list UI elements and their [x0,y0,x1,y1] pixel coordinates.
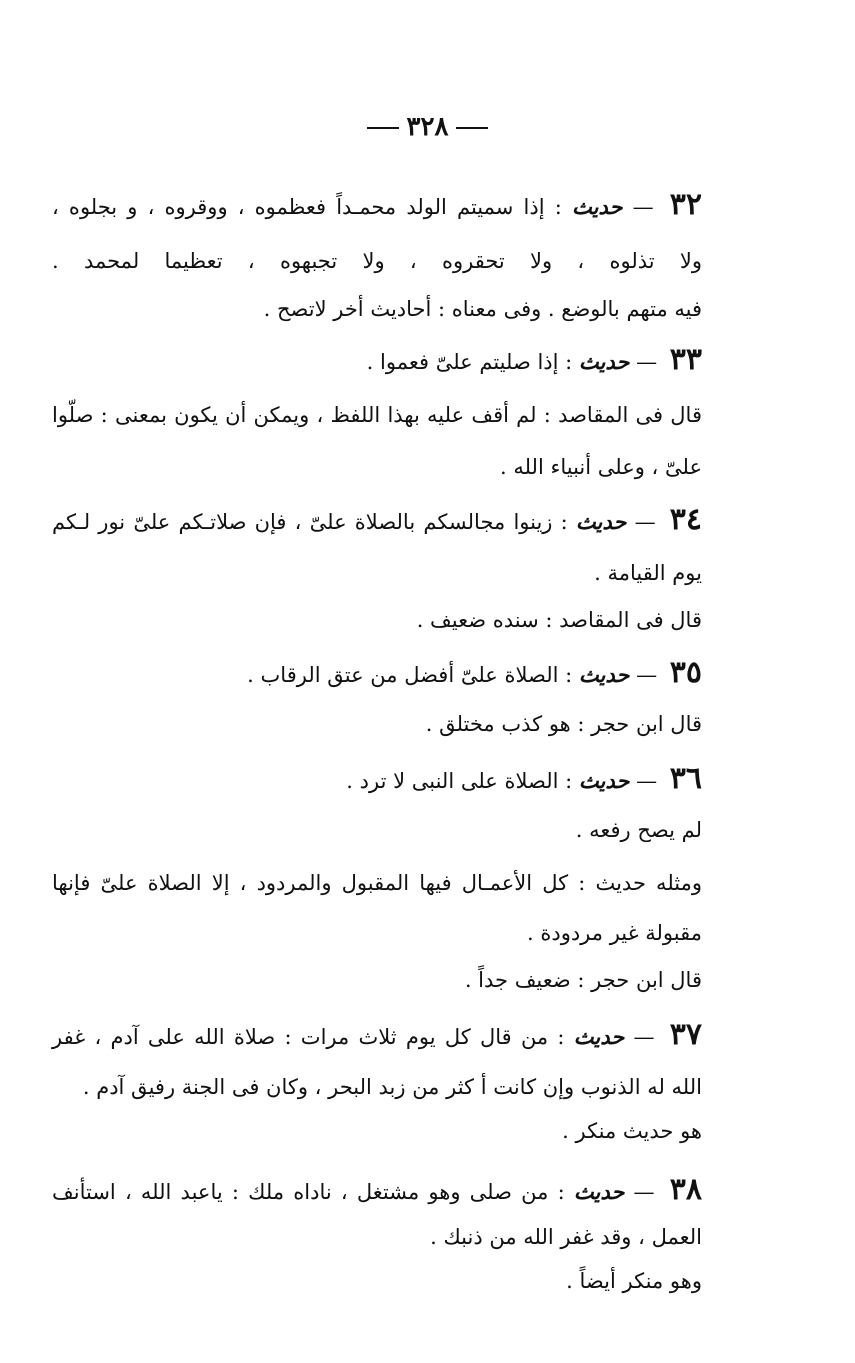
line-text: : زينوا مجالسكم بالصلاة علىّ ، فإن صلاتـكم علىّ نور لـكم [52,510,576,534]
hadith-32-note [102,294,702,324]
hadith-number: ٣٦ [669,761,702,796]
hadith-33-note-1 [52,400,702,430]
hadith-34-line-1: ٣٤ — حديث : زينوا مجالسكم بالصلاة علىّ ، فإن صلاتـكم علىّ نور لـكم [52,502,702,537]
hadith-35-note [102,709,702,739]
hadith-keyword: حديث [578,349,630,374]
hadith-33-note-2 [52,452,702,482]
hadith-36-line-1: ٣٦ — حديث : الصلاة على النبى لا ترد . [346,761,702,796]
line-text: علىّ ، وعلى أنبياء الله . [499,455,702,479]
line-text: يوم القيامة . [594,561,702,585]
line-text: لم يصح رفعه . [575,818,702,842]
hadith-38-line-1: ٣٨ — حديث : من صلى وهو مشتغل ، ناداه ملك : ياعبد الله ، استأنف [52,1172,702,1207]
hadith-number: ٣٨ [669,1172,702,1207]
hadith-keyword: حديث [573,1179,625,1204]
line-text: مقبولة غير مردودة . [526,921,702,945]
hadith-number: ٣٣ [669,342,702,377]
hadith-32-line-1: ٣٢ — حديث : إذا سميتم الولد محمـداً فعظموه ، ووقروه ، و بجلوه ، [52,187,702,222]
line-text: ولا تذلوه ، ولا تحقروه ، ولا تجبهوه ، تعظيما لمحمد . [52,249,702,273]
hadith-number: ٣٤ [669,502,702,537]
hadith-keyword: حديث [578,768,630,793]
line-text: الله له الذنوب وإن كانت أ كثر من زبد البحر ، وكان فى الجنة رفيق آدم . [82,1075,702,1099]
line-text: : الصلاة على النبى لا ترد . [346,769,579,793]
hadith-32-line-2 [52,246,702,276]
line-text: ومثله حديث : كل الأعمـال فيها المقبول والمردود ، إلا الصلاة علىّ فإنها [52,871,702,895]
hadith-38-note [102,1266,702,1296]
hadith-36-similar-note [102,965,702,995]
line-text: : من قال كل يوم ثلاث مرات : صلاة الله على آدم ، غفر [52,1025,574,1049]
page-number-text: ٣٢٨ [406,112,449,142]
hadith-keyword: حديث [575,509,627,534]
line-text: العمل ، وقد غفر الله من ذنبك . [430,1225,702,1249]
line-text: وهو منكر أيضاً . [566,1269,702,1293]
hadith-36-similar-2 [52,918,702,948]
hadith-33-line-1: ٣٣ — حديث : إذا صليتم علىّ فعموا . [366,342,702,377]
hadith-36-note [102,815,702,845]
line-text: : الصلاة علىّ أفضل من عتق الرقاب . [247,663,579,687]
hadith-37-line-2 [52,1072,702,1102]
line-text: قال ابن حجر : هو كذب مختلق . [425,712,702,736]
line-text: : من صلى وهو مشتغل ، ناداه ملك : ياعبد الله ، استأنف [52,1180,574,1204]
page-number [0,112,855,142]
hadith-keyword: حديث [573,1024,625,1049]
line-text: فيه متهم بالوضع . وفى معناه : أحاديث أخر لاتصح . [263,297,702,321]
line-text: : إذا سميتم الولد محمـداً فعظموه ، ووقروه ، و بجلوه ، [52,195,572,219]
hadith-37-line-1: ٣٧ — حديث : من قال كل يوم ثلاث مرات : صلاة الله على آدم ، غفر [52,1017,702,1052]
line-text: قال فى المقاصد : سنده ضعيف . [416,608,702,632]
line-text: هو حديث منكر . [562,1119,702,1143]
hadith-number: ٣٥ [669,655,702,690]
line-text: قال فى المقاصد : لم أقف عليه بهذا اللفظ ، ويمكن أن يكون بمعنى : صلّوا [52,403,702,427]
line-text: قال ابن حجر : ضعيف جداً . [464,968,702,992]
hadith-37-note [102,1116,702,1146]
hadith-keyword: حديث [578,662,630,687]
hadith-38-line-2 [52,1222,702,1252]
hadith-number: ٣٢ [669,187,702,222]
hadith-36-similar-1 [52,868,702,898]
hadith-34-note [102,605,702,635]
hadith-35-line-1: ٣٥ — حديث : الصلاة علىّ أفضل من عتق الرقاب . [247,655,702,690]
line-text: : إذا صليتم علىّ فعموا . [366,350,579,374]
hadith-number: ٣٧ [669,1017,702,1052]
hadith-keyword: حديث [571,194,623,219]
hadith-34-line-2 [52,558,702,588]
